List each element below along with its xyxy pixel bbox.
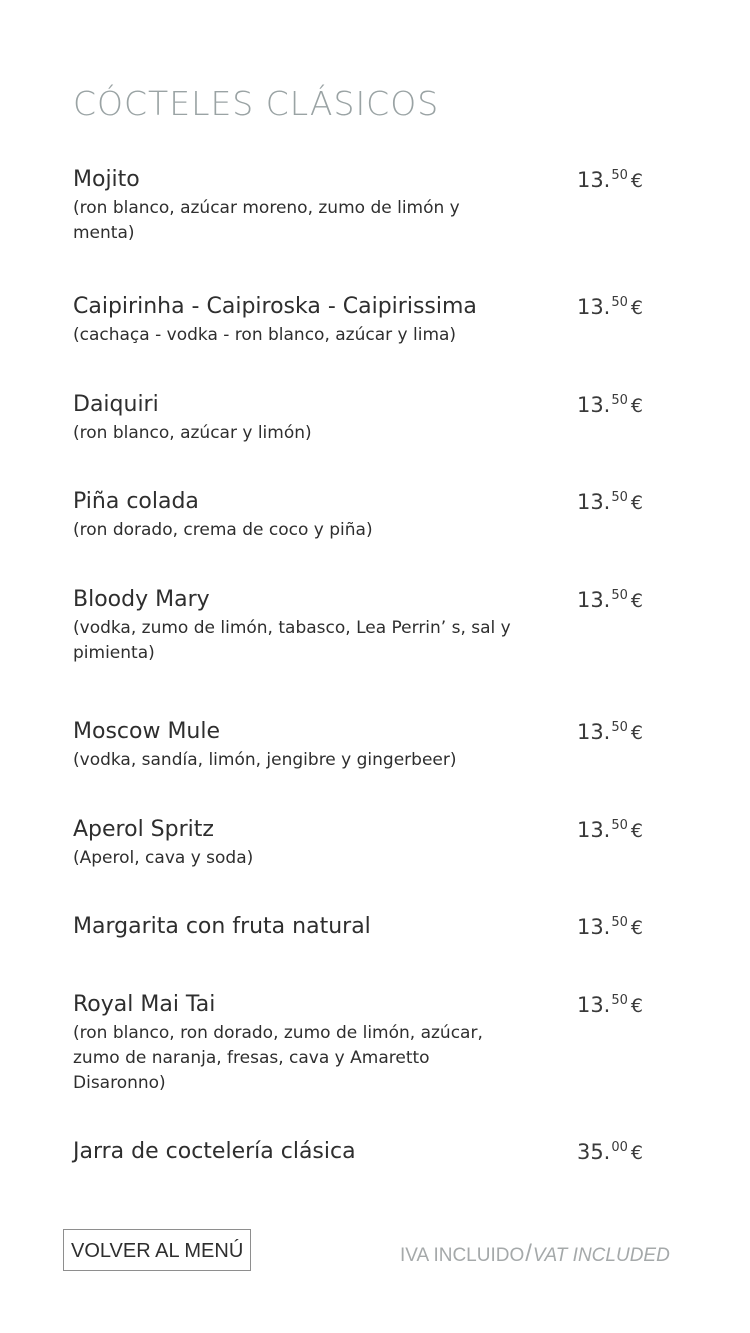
item-name: Royal Mai Tai bbox=[73, 992, 216, 1017]
item-description: (ron blanco, azúcar y limón) bbox=[73, 423, 312, 443]
item-price bbox=[577, 818, 643, 842]
item-name: Jarra de coctelería clásica bbox=[73, 1139, 356, 1164]
item-description: (Aperol, cava y soda) bbox=[73, 848, 254, 868]
item-description: (ron blanco, azúcar moreno, zumo de limón y menta) bbox=[73, 198, 460, 243]
price-integer: 13. bbox=[576, 393, 611, 417]
item-name: Caipirinha - Caipiroska - Caipirissima bbox=[73, 294, 477, 319]
menu-item-pina-colada bbox=[73, 488, 653, 543]
item-price bbox=[577, 915, 643, 939]
price-decimal: 50 bbox=[611, 588, 628, 603]
item-description: (vodka, zumo de limón, tabasco, Lea Perrin’ s, sal y pimienta) bbox=[73, 618, 511, 663]
item-description: (vodka, sandía, limón, jengibre y gingerbeer) bbox=[73, 750, 457, 770]
item-name: Piña colada bbox=[73, 489, 199, 514]
price-decimal: 50 bbox=[611, 993, 628, 1008]
price-decimal: 50 bbox=[611, 295, 628, 310]
price-integer: 13. bbox=[576, 588, 611, 612]
price-integer: 35. bbox=[576, 1140, 611, 1164]
price-decimal: 50 bbox=[611, 720, 628, 735]
vat-note bbox=[400, 1240, 670, 1268]
price-currency: € bbox=[630, 722, 643, 744]
vat-note-es: IVA INCLUIDO bbox=[400, 1245, 525, 1266]
item-price bbox=[577, 993, 643, 1017]
menu-item-margarita bbox=[73, 913, 653, 940]
price-decimal: 50 bbox=[611, 818, 628, 833]
item-name: Daiquiri bbox=[73, 392, 159, 417]
price-decimal: 50 bbox=[611, 393, 628, 408]
price-decimal: 50 bbox=[611, 490, 628, 505]
price-decimal: 50 bbox=[611, 915, 628, 930]
price-currency: € bbox=[630, 170, 643, 192]
price-integer: 13. bbox=[576, 993, 611, 1017]
price-currency: € bbox=[630, 297, 643, 319]
price-integer: 13. bbox=[576, 295, 611, 319]
price-currency: € bbox=[630, 820, 643, 842]
vat-note-separator: / bbox=[525, 1240, 532, 1267]
item-price bbox=[577, 720, 643, 744]
page-title: CÓCTELES CLÁSICOS bbox=[73, 84, 440, 123]
item-name: Margarita con fruta natural bbox=[73, 914, 371, 939]
price-currency: € bbox=[630, 917, 643, 939]
menu-item-daiquiri bbox=[73, 391, 653, 446]
menu-item-bloody-mary bbox=[73, 586, 653, 666]
price-currency: € bbox=[630, 590, 643, 612]
item-price bbox=[577, 295, 643, 319]
price-integer: 13. bbox=[576, 915, 611, 939]
price-integer: 13. bbox=[576, 168, 611, 192]
item-name: Moscow Mule bbox=[73, 719, 221, 744]
price-currency: € bbox=[630, 995, 643, 1017]
item-price bbox=[577, 168, 643, 192]
price-integer: 13. bbox=[576, 720, 611, 744]
item-name: Bloody Mary bbox=[73, 587, 210, 612]
price-integer: 13. bbox=[576, 818, 611, 842]
back-to-menu-button[interactable]: VOLVER AL MENÚ bbox=[63, 1229, 251, 1271]
price-currency: € bbox=[630, 492, 643, 514]
price-integer: 13. bbox=[576, 490, 611, 514]
price-currency: € bbox=[630, 1142, 643, 1164]
item-description: (cachaça - vodka - ron blanco, azúcar y lima) bbox=[73, 325, 457, 345]
price-currency: € bbox=[630, 395, 643, 417]
menu-item-moscow-mule bbox=[73, 718, 653, 773]
price-decimal: 50 bbox=[611, 168, 628, 183]
menu-item-royal-mai-tai bbox=[73, 991, 653, 1096]
item-name: Aperol Spritz bbox=[73, 817, 214, 842]
item-description: (ron blanco, ron dorado, zumo de limón, azúcar, zumo de naranja, fresas, cava y Amaretto Disaronno) bbox=[73, 1023, 483, 1093]
item-price bbox=[577, 1140, 643, 1164]
item-price bbox=[577, 490, 643, 514]
item-name: Mojito bbox=[73, 167, 140, 192]
vat-note-en: VAT INCLUDED bbox=[532, 1245, 670, 1266]
item-description: (ron dorado, crema de coco y piña) bbox=[73, 520, 373, 540]
item-price bbox=[577, 393, 643, 417]
price-decimal: 00 bbox=[611, 1140, 628, 1155]
menu-item-jarra bbox=[73, 1138, 653, 1165]
menu-item-mojito bbox=[73, 166, 653, 246]
menu-item-caipirinha bbox=[73, 293, 653, 348]
item-price bbox=[577, 588, 643, 612]
menu-item-aperol-spritz bbox=[73, 816, 653, 871]
